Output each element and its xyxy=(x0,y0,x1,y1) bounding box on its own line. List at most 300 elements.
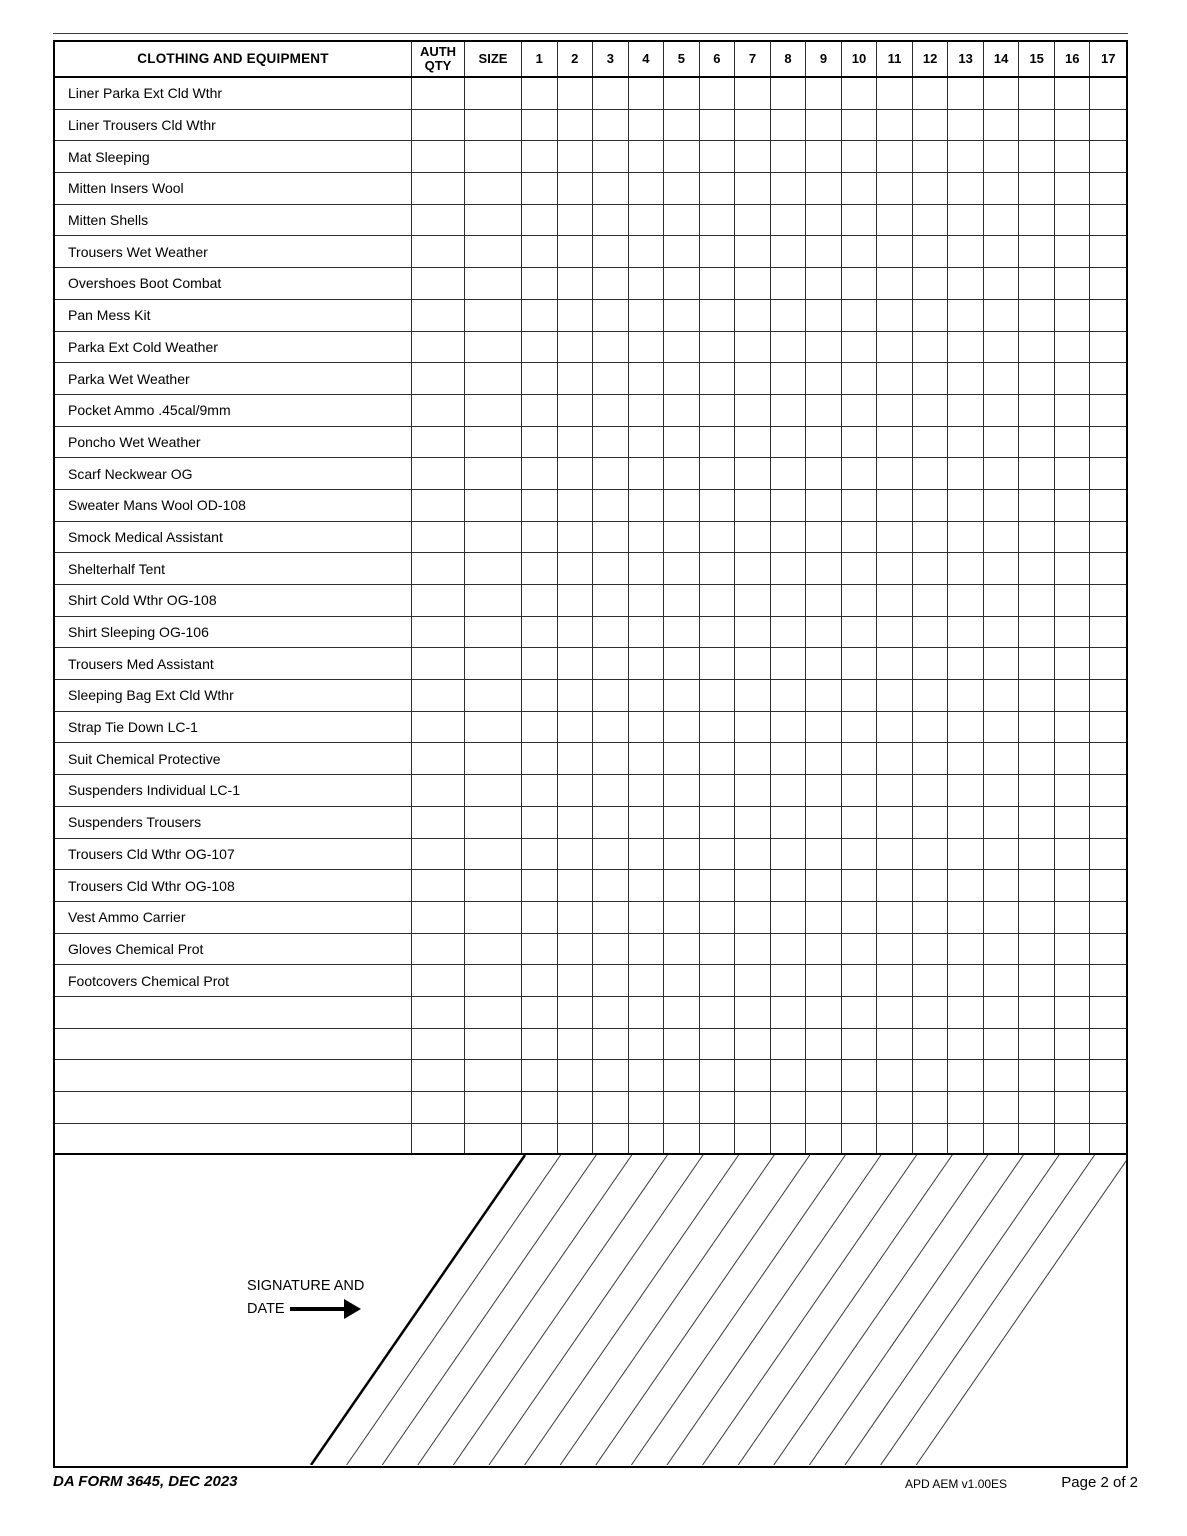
size-col-cell[interactable] xyxy=(984,965,1020,996)
size-col-cell[interactable] xyxy=(1055,395,1091,426)
size-col-cell[interactable] xyxy=(522,807,558,838)
size-col-cell[interactable] xyxy=(913,870,949,901)
size-col-cell[interactable] xyxy=(629,1029,665,1060)
size-col-cell[interactable] xyxy=(593,141,629,172)
size-col-cell[interactable] xyxy=(948,1060,984,1091)
size-col-cell[interactable] xyxy=(629,1060,665,1091)
size-col-cell[interactable] xyxy=(771,680,807,711)
size-col-cell[interactable] xyxy=(1090,173,1126,204)
size-col-cell[interactable] xyxy=(735,205,771,236)
size-col-cell[interactable] xyxy=(877,997,913,1028)
size-col-cell[interactable] xyxy=(877,934,913,965)
size-col-cell[interactable] xyxy=(558,395,594,426)
size-col-cell[interactable] xyxy=(735,1060,771,1091)
size-col-cell[interactable] xyxy=(664,997,700,1028)
size-col-cell[interactable] xyxy=(593,585,629,616)
auth-qty-cell[interactable] xyxy=(412,743,465,774)
size-col-cell[interactable] xyxy=(913,1060,949,1091)
size-cell[interactable] xyxy=(465,807,522,838)
size-col-cell[interactable] xyxy=(735,712,771,743)
size-col-cell[interactable] xyxy=(1019,427,1055,458)
size-col-cell[interactable] xyxy=(700,141,736,172)
size-col-cell[interactable] xyxy=(1019,268,1055,299)
size-col-cell[interactable] xyxy=(1090,680,1126,711)
size-col-cell[interactable] xyxy=(593,807,629,838)
size-col-cell[interactable] xyxy=(948,807,984,838)
size-col-cell[interactable] xyxy=(1019,680,1055,711)
size-col-cell[interactable] xyxy=(664,680,700,711)
size-col-cell[interactable] xyxy=(842,1060,878,1091)
auth-qty-cell[interactable] xyxy=(412,363,465,394)
size-col-cell[interactable] xyxy=(1019,458,1055,489)
size-col-cell[interactable] xyxy=(842,839,878,870)
size-col-cell[interactable] xyxy=(664,934,700,965)
size-col-cell[interactable] xyxy=(806,173,842,204)
size-col-cell[interactable] xyxy=(522,839,558,870)
size-col-cell[interactable] xyxy=(700,110,736,141)
size-col-cell[interactable] xyxy=(948,648,984,679)
size-col-cell[interactable] xyxy=(629,363,665,394)
size-col-cell[interactable] xyxy=(629,1124,665,1154)
size-col-cell[interactable] xyxy=(522,775,558,806)
size-col-cell[interactable] xyxy=(913,236,949,267)
size-col-cell[interactable] xyxy=(913,332,949,363)
size-col-cell[interactable] xyxy=(593,870,629,901)
size-col-cell[interactable] xyxy=(735,78,771,109)
size-col-cell[interactable] xyxy=(522,205,558,236)
size-col-cell[interactable] xyxy=(593,522,629,553)
size-col-cell[interactable] xyxy=(558,300,594,331)
size-col-cell[interactable] xyxy=(735,522,771,553)
size-col-cell[interactable] xyxy=(842,78,878,109)
size-col-cell[interactable] xyxy=(877,775,913,806)
size-col-cell[interactable] xyxy=(1019,743,1055,774)
size-col-cell[interactable] xyxy=(984,395,1020,426)
size-col-cell[interactable] xyxy=(877,141,913,172)
size-col-cell[interactable] xyxy=(735,173,771,204)
size-col-cell[interactable] xyxy=(522,1092,558,1123)
size-col-cell[interactable] xyxy=(735,934,771,965)
size-cell[interactable] xyxy=(465,78,522,109)
size-col-cell[interactable] xyxy=(1090,807,1126,838)
size-col-cell[interactable] xyxy=(771,268,807,299)
size-col-cell[interactable] xyxy=(877,268,913,299)
size-col-cell[interactable] xyxy=(700,648,736,679)
size-col-cell[interactable] xyxy=(877,648,913,679)
size-col-cell[interactable] xyxy=(948,680,984,711)
size-col-cell[interactable] xyxy=(1090,553,1126,584)
item-name-cell[interactable] xyxy=(55,1060,412,1091)
size-col-cell[interactable] xyxy=(806,585,842,616)
size-col-cell[interactable] xyxy=(948,78,984,109)
size-col-cell[interactable] xyxy=(522,648,558,679)
auth-qty-cell[interactable] xyxy=(412,1092,465,1123)
size-col-cell[interactable] xyxy=(948,268,984,299)
size-col-cell[interactable] xyxy=(558,363,594,394)
size-col-cell[interactable] xyxy=(664,1029,700,1060)
size-cell[interactable] xyxy=(465,332,522,363)
size-col-cell[interactable] xyxy=(842,870,878,901)
size-col-cell[interactable] xyxy=(558,458,594,489)
size-col-cell[interactable] xyxy=(1055,1124,1091,1154)
size-col-cell[interactable] xyxy=(1055,1092,1091,1123)
size-col-cell[interactable] xyxy=(877,205,913,236)
size-col-cell[interactable] xyxy=(842,522,878,553)
size-col-cell[interactable] xyxy=(877,1029,913,1060)
size-col-cell[interactable] xyxy=(1055,648,1091,679)
size-cell[interactable] xyxy=(465,743,522,774)
size-col-cell[interactable] xyxy=(806,870,842,901)
size-col-cell[interactable] xyxy=(1055,522,1091,553)
size-col-cell[interactable] xyxy=(771,395,807,426)
size-col-cell[interactable] xyxy=(664,268,700,299)
size-col-cell[interactable] xyxy=(558,902,594,933)
size-col-cell[interactable] xyxy=(1019,839,1055,870)
size-col-cell[interactable] xyxy=(842,268,878,299)
size-col-cell[interactable] xyxy=(771,490,807,521)
size-col-cell[interactable] xyxy=(629,965,665,996)
size-col-cell[interactable] xyxy=(1090,395,1126,426)
size-col-cell[interactable] xyxy=(771,332,807,363)
size-col-cell[interactable] xyxy=(700,78,736,109)
size-col-cell[interactable] xyxy=(522,712,558,743)
size-col-cell[interactable] xyxy=(1055,807,1091,838)
size-col-cell[interactable] xyxy=(1019,332,1055,363)
size-col-cell[interactable] xyxy=(1055,141,1091,172)
size-col-cell[interactable] xyxy=(1055,934,1091,965)
size-col-cell[interactable] xyxy=(664,617,700,648)
size-col-cell[interactable] xyxy=(1090,902,1126,933)
size-col-cell[interactable] xyxy=(558,617,594,648)
size-col-cell[interactable] xyxy=(593,902,629,933)
size-col-cell[interactable] xyxy=(700,617,736,648)
size-col-cell[interactable] xyxy=(842,553,878,584)
size-col-cell[interactable] xyxy=(771,839,807,870)
size-col-cell[interactable] xyxy=(593,617,629,648)
size-col-cell[interactable] xyxy=(593,1029,629,1060)
auth-qty-cell[interactable] xyxy=(412,553,465,584)
size-col-cell[interactable] xyxy=(664,712,700,743)
size-col-cell[interactable] xyxy=(877,427,913,458)
size-col-cell[interactable] xyxy=(913,268,949,299)
size-col-cell[interactable] xyxy=(842,743,878,774)
size-col-cell[interactable] xyxy=(1090,1092,1126,1123)
size-col-cell[interactable] xyxy=(700,775,736,806)
size-col-cell[interactable] xyxy=(1090,648,1126,679)
size-col-cell[interactable] xyxy=(593,648,629,679)
size-cell[interactable] xyxy=(465,965,522,996)
size-col-cell[interactable] xyxy=(593,934,629,965)
size-col-cell[interactable] xyxy=(842,965,878,996)
size-cell[interactable] xyxy=(465,553,522,584)
size-col-cell[interactable] xyxy=(629,648,665,679)
size-cell[interactable] xyxy=(465,1060,522,1091)
size-col-cell[interactable] xyxy=(664,490,700,521)
size-col-cell[interactable] xyxy=(522,458,558,489)
size-col-cell[interactable] xyxy=(806,743,842,774)
size-col-cell[interactable] xyxy=(593,110,629,141)
size-col-cell[interactable] xyxy=(842,363,878,394)
size-col-cell[interactable] xyxy=(1019,141,1055,172)
size-col-cell[interactable] xyxy=(629,236,665,267)
size-col-cell[interactable] xyxy=(735,236,771,267)
size-col-cell[interactable] xyxy=(700,363,736,394)
size-col-cell[interactable] xyxy=(522,617,558,648)
size-col-cell[interactable] xyxy=(1090,870,1126,901)
size-col-cell[interactable] xyxy=(700,743,736,774)
size-col-cell[interactable] xyxy=(593,427,629,458)
size-col-cell[interactable] xyxy=(984,363,1020,394)
size-col-cell[interactable] xyxy=(877,712,913,743)
size-col-cell[interactable] xyxy=(948,553,984,584)
size-col-cell[interactable] xyxy=(1055,1029,1091,1060)
size-col-cell[interactable] xyxy=(877,902,913,933)
size-col-cell[interactable] xyxy=(558,1060,594,1091)
size-col-cell[interactable] xyxy=(1019,1092,1055,1123)
size-col-cell[interactable] xyxy=(913,807,949,838)
size-col-cell[interactable] xyxy=(522,427,558,458)
size-col-cell[interactable] xyxy=(735,743,771,774)
size-col-cell[interactable] xyxy=(1055,743,1091,774)
auth-qty-cell[interactable] xyxy=(412,268,465,299)
size-col-cell[interactable] xyxy=(913,110,949,141)
size-col-cell[interactable] xyxy=(771,617,807,648)
size-col-cell[interactable] xyxy=(629,870,665,901)
size-col-cell[interactable] xyxy=(1055,1060,1091,1091)
size-col-cell[interactable] xyxy=(522,997,558,1028)
size-col-cell[interactable] xyxy=(522,268,558,299)
size-col-cell[interactable] xyxy=(948,458,984,489)
size-cell[interactable] xyxy=(465,268,522,299)
size-col-cell[interactable] xyxy=(1090,839,1126,870)
size-col-cell[interactable] xyxy=(771,1092,807,1123)
size-col-cell[interactable] xyxy=(984,775,1020,806)
size-col-cell[interactable] xyxy=(629,585,665,616)
size-col-cell[interactable] xyxy=(664,395,700,426)
size-col-cell[interactable] xyxy=(629,78,665,109)
size-col-cell[interactable] xyxy=(1090,490,1126,521)
size-col-cell[interactable] xyxy=(522,490,558,521)
size-cell[interactable] xyxy=(465,997,522,1028)
size-col-cell[interactable] xyxy=(1090,1029,1126,1060)
size-col-cell[interactable] xyxy=(1090,268,1126,299)
size-col-cell[interactable] xyxy=(1090,522,1126,553)
size-col-cell[interactable] xyxy=(558,553,594,584)
size-col-cell[interactable] xyxy=(877,363,913,394)
size-col-cell[interactable] xyxy=(948,490,984,521)
size-col-cell[interactable] xyxy=(913,712,949,743)
size-col-cell[interactable] xyxy=(1019,965,1055,996)
size-col-cell[interactable] xyxy=(771,522,807,553)
size-col-cell[interactable] xyxy=(806,395,842,426)
size-col-cell[interactable] xyxy=(700,807,736,838)
size-col-cell[interactable] xyxy=(842,300,878,331)
size-col-cell[interactable] xyxy=(771,743,807,774)
size-col-cell[interactable] xyxy=(735,363,771,394)
size-col-cell[interactable] xyxy=(948,141,984,172)
size-col-cell[interactable] xyxy=(1019,236,1055,267)
size-col-cell[interactable] xyxy=(842,141,878,172)
size-col-cell[interactable] xyxy=(948,997,984,1028)
size-col-cell[interactable] xyxy=(984,680,1020,711)
size-col-cell[interactable] xyxy=(984,839,1020,870)
size-col-cell[interactable] xyxy=(1019,110,1055,141)
size-col-cell[interactable] xyxy=(806,902,842,933)
size-col-cell[interactable] xyxy=(735,807,771,838)
size-col-cell[interactable] xyxy=(593,395,629,426)
size-col-cell[interactable] xyxy=(629,553,665,584)
size-col-cell[interactable] xyxy=(664,1060,700,1091)
size-col-cell[interactable] xyxy=(806,205,842,236)
auth-qty-cell[interactable] xyxy=(412,332,465,363)
size-col-cell[interactable] xyxy=(984,870,1020,901)
size-col-cell[interactable] xyxy=(913,648,949,679)
size-col-cell[interactable] xyxy=(842,458,878,489)
size-col-cell[interactable] xyxy=(1090,332,1126,363)
size-col-cell[interactable] xyxy=(558,934,594,965)
size-col-cell[interactable] xyxy=(1019,490,1055,521)
size-col-cell[interactable] xyxy=(735,839,771,870)
size-col-cell[interactable] xyxy=(1090,110,1126,141)
size-col-cell[interactable] xyxy=(842,585,878,616)
size-cell[interactable] xyxy=(465,395,522,426)
size-col-cell[interactable] xyxy=(558,173,594,204)
size-col-cell[interactable] xyxy=(1019,902,1055,933)
size-col-cell[interactable] xyxy=(1019,1060,1055,1091)
size-col-cell[interactable] xyxy=(877,300,913,331)
size-col-cell[interactable] xyxy=(629,141,665,172)
size-col-cell[interactable] xyxy=(806,712,842,743)
size-col-cell[interactable] xyxy=(700,934,736,965)
size-col-cell[interactable] xyxy=(700,870,736,901)
size-col-cell[interactable] xyxy=(558,965,594,996)
size-col-cell[interactable] xyxy=(806,934,842,965)
size-col-cell[interactable] xyxy=(984,997,1020,1028)
auth-qty-cell[interactable] xyxy=(412,490,465,521)
size-col-cell[interactable] xyxy=(522,141,558,172)
size-col-cell[interactable] xyxy=(558,870,594,901)
size-col-cell[interactable] xyxy=(877,173,913,204)
size-col-cell[interactable] xyxy=(629,1092,665,1123)
size-col-cell[interactable] xyxy=(913,141,949,172)
size-col-cell[interactable] xyxy=(1019,522,1055,553)
size-col-cell[interactable] xyxy=(700,1029,736,1060)
size-col-cell[interactable] xyxy=(842,205,878,236)
size-col-cell[interactable] xyxy=(664,236,700,267)
size-col-cell[interactable] xyxy=(842,997,878,1028)
size-col-cell[interactable] xyxy=(948,300,984,331)
size-col-cell[interactable] xyxy=(984,648,1020,679)
size-col-cell[interactable] xyxy=(913,78,949,109)
size-col-cell[interactable] xyxy=(522,553,558,584)
size-col-cell[interactable] xyxy=(593,997,629,1028)
size-col-cell[interactable] xyxy=(629,617,665,648)
item-name-cell[interactable] xyxy=(55,997,412,1028)
size-col-cell[interactable] xyxy=(877,1092,913,1123)
size-col-cell[interactable] xyxy=(1019,395,1055,426)
size-col-cell[interactable] xyxy=(664,743,700,774)
size-col-cell[interactable] xyxy=(806,236,842,267)
auth-qty-cell[interactable] xyxy=(412,965,465,996)
size-col-cell[interactable] xyxy=(948,934,984,965)
size-col-cell[interactable] xyxy=(558,807,594,838)
size-col-cell[interactable] xyxy=(593,775,629,806)
size-col-cell[interactable] xyxy=(522,332,558,363)
size-col-cell[interactable] xyxy=(629,522,665,553)
size-col-cell[interactable] xyxy=(877,617,913,648)
size-col-cell[interactable] xyxy=(948,1029,984,1060)
size-col-cell[interactable] xyxy=(806,1060,842,1091)
size-col-cell[interactable] xyxy=(877,78,913,109)
size-col-cell[interactable] xyxy=(629,268,665,299)
size-col-cell[interactable] xyxy=(593,1124,629,1154)
size-col-cell[interactable] xyxy=(948,427,984,458)
auth-qty-cell[interactable] xyxy=(412,775,465,806)
size-col-cell[interactable] xyxy=(771,997,807,1028)
size-col-cell[interactable] xyxy=(913,427,949,458)
size-col-cell[interactable] xyxy=(664,1124,700,1154)
size-col-cell[interactable] xyxy=(984,1060,1020,1091)
size-col-cell[interactable] xyxy=(913,553,949,584)
size-col-cell[interactable] xyxy=(700,997,736,1028)
size-col-cell[interactable] xyxy=(593,173,629,204)
size-col-cell[interactable] xyxy=(1055,268,1091,299)
size-col-cell[interactable] xyxy=(558,141,594,172)
size-col-cell[interactable] xyxy=(877,585,913,616)
size-col-cell[interactable] xyxy=(984,332,1020,363)
size-col-cell[interactable] xyxy=(913,965,949,996)
size-col-cell[interactable] xyxy=(735,490,771,521)
auth-qty-cell[interactable] xyxy=(412,395,465,426)
size-col-cell[interactable] xyxy=(664,173,700,204)
size-col-cell[interactable] xyxy=(913,775,949,806)
size-col-cell[interactable] xyxy=(700,1124,736,1154)
size-col-cell[interactable] xyxy=(700,965,736,996)
size-col-cell[interactable] xyxy=(877,839,913,870)
size-col-cell[interactable] xyxy=(593,553,629,584)
size-col-cell[interactable] xyxy=(664,458,700,489)
size-col-cell[interactable] xyxy=(877,965,913,996)
size-col-cell[interactable] xyxy=(984,205,1020,236)
size-col-cell[interactable] xyxy=(806,458,842,489)
size-col-cell[interactable] xyxy=(664,205,700,236)
size-col-cell[interactable] xyxy=(1055,300,1091,331)
size-col-cell[interactable] xyxy=(522,870,558,901)
size-col-cell[interactable] xyxy=(735,648,771,679)
size-col-cell[interactable] xyxy=(806,490,842,521)
size-col-cell[interactable] xyxy=(700,553,736,584)
size-col-cell[interactable] xyxy=(700,522,736,553)
size-cell[interactable] xyxy=(465,427,522,458)
size-cell[interactable] xyxy=(465,205,522,236)
size-col-cell[interactable] xyxy=(1090,458,1126,489)
size-col-cell[interactable] xyxy=(948,395,984,426)
size-col-cell[interactable] xyxy=(558,743,594,774)
size-col-cell[interactable] xyxy=(558,997,594,1028)
size-col-cell[interactable] xyxy=(984,743,1020,774)
size-col-cell[interactable] xyxy=(877,458,913,489)
size-col-cell[interactable] xyxy=(700,268,736,299)
size-col-cell[interactable] xyxy=(558,712,594,743)
size-col-cell[interactable] xyxy=(558,1092,594,1123)
size-cell[interactable] xyxy=(465,585,522,616)
size-col-cell[interactable] xyxy=(664,141,700,172)
size-col-cell[interactable] xyxy=(913,522,949,553)
size-cell[interactable] xyxy=(465,1029,522,1060)
size-col-cell[interactable] xyxy=(629,712,665,743)
size-col-cell[interactable] xyxy=(842,775,878,806)
size-col-cell[interactable] xyxy=(593,1060,629,1091)
